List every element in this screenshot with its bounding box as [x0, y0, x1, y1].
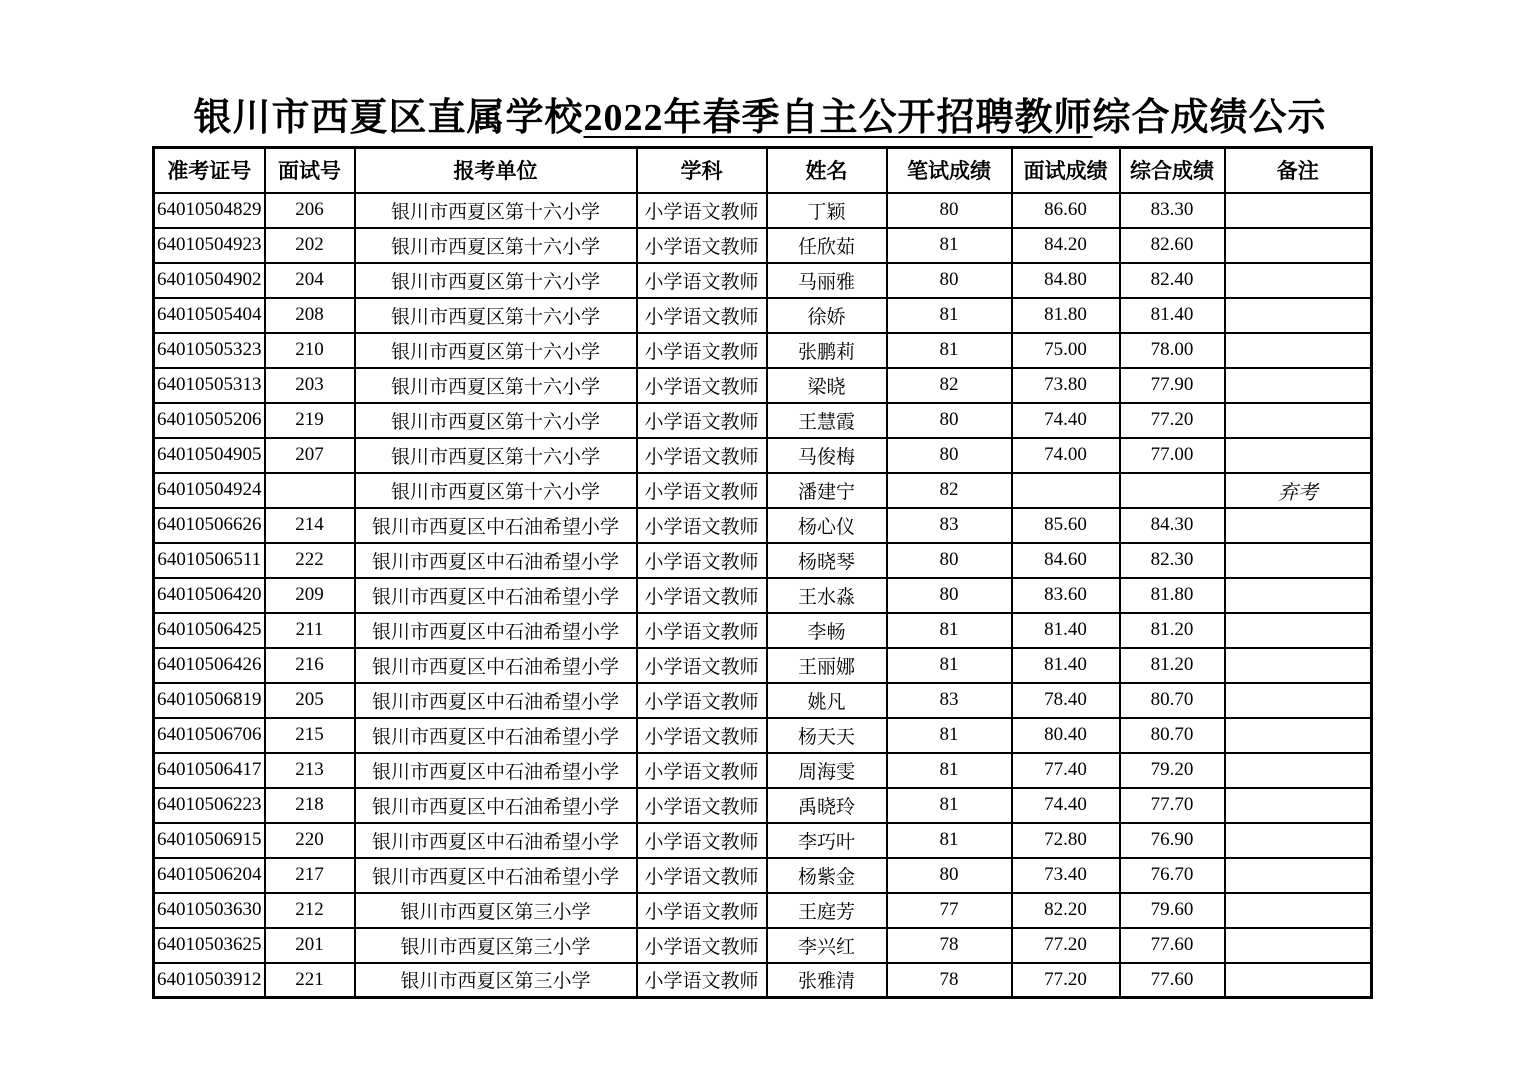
table-cell: 77.60 [1120, 963, 1225, 998]
table-header-row [154, 148, 1372, 193]
table-cell: 212 [265, 893, 355, 928]
table-cell: 小学语文教师 [637, 368, 767, 403]
table-row [154, 298, 1372, 333]
table-cell: 张雅清 [767, 963, 887, 998]
table-cell: 64010504902 [154, 263, 265, 298]
table-cell: 83 [887, 508, 1012, 543]
table-cell: 银川市西夏区中石油希望小学 [355, 613, 637, 648]
table-cell: 77.40 [1012, 753, 1120, 788]
table-row [154, 368, 1372, 403]
table-cell: 小学语文教师 [637, 228, 767, 263]
table-cell: 64010504923 [154, 228, 265, 263]
table-cell [1225, 543, 1372, 578]
table-cell: 74.40 [1012, 788, 1120, 823]
table-cell: 银川市西夏区第十六小学 [355, 368, 637, 403]
table-cell: 81.20 [1120, 648, 1225, 683]
table-cell: 王丽娜 [767, 648, 887, 683]
table-cell: 78 [887, 963, 1012, 998]
table-cell: 小学语文教师 [637, 543, 767, 578]
table-cell: 银川市西夏区第十六小学 [355, 228, 637, 263]
table-cell: 77.00 [1120, 438, 1225, 473]
table-cell: 张鹏莉 [767, 333, 887, 368]
table-cell: 208 [265, 298, 355, 333]
table-cell: 徐娇 [767, 298, 887, 333]
table-cell: 马俊梅 [767, 438, 887, 473]
table-cell: 李畅 [767, 613, 887, 648]
table-cell: 64010503625 [154, 928, 265, 963]
col-header-subject: 学科 [637, 148, 767, 193]
table-cell: 82.40 [1120, 263, 1225, 298]
table-cell: 小学语文教师 [637, 333, 767, 368]
table-cell: 76.90 [1120, 823, 1225, 858]
table-cell: 64010506417 [154, 753, 265, 788]
table-cell: 80 [887, 578, 1012, 613]
table-row [154, 753, 1372, 788]
table-cell: 银川市西夏区第三小学 [355, 928, 637, 963]
table-cell: 74.00 [1012, 438, 1120, 473]
table-cell [1225, 613, 1372, 648]
table-cell: 64010504829 [154, 193, 265, 228]
table-cell [1120, 473, 1225, 508]
table-cell: 80 [887, 403, 1012, 438]
table-cell: 80 [887, 263, 1012, 298]
table-cell: 76.70 [1120, 858, 1225, 893]
table-cell: 83.60 [1012, 578, 1120, 613]
table-cell: 77.20 [1120, 403, 1225, 438]
table-cell: 202 [265, 228, 355, 263]
table-cell: 银川市西夏区中石油希望小学 [355, 508, 637, 543]
table-cell [1225, 718, 1372, 753]
table-cell [1225, 963, 1372, 998]
table-cell: 80 [887, 193, 1012, 228]
table-cell: 81 [887, 648, 1012, 683]
table-row [154, 963, 1372, 998]
table-cell: 小学语文教师 [637, 823, 767, 858]
table-cell: 81 [887, 823, 1012, 858]
table-cell: 小学语文教师 [637, 718, 767, 753]
table-cell: 82.60 [1120, 228, 1225, 263]
scores-table [152, 146, 1373, 999]
table-cell: 73.40 [1012, 858, 1120, 893]
table-cell: 64010503630 [154, 893, 265, 928]
table-cell: 64010506511 [154, 543, 265, 578]
table-cell: 80 [887, 543, 1012, 578]
table-cell: 77.70 [1120, 788, 1225, 823]
table-cell [1225, 508, 1372, 543]
table-cell: 203 [265, 368, 355, 403]
table-cell: 83 [887, 683, 1012, 718]
table-row [154, 823, 1372, 858]
table-cell: 小学语文教师 [637, 893, 767, 928]
table-cell: 81 [887, 718, 1012, 753]
table-cell: 小学语文教师 [637, 508, 767, 543]
table-cell: 82.30 [1120, 543, 1225, 578]
table-cell: 小学语文教师 [637, 963, 767, 998]
table-cell [1225, 893, 1372, 928]
table-cell: 82.20 [1012, 893, 1120, 928]
table-cell: 银川市西夏区中石油希望小学 [355, 788, 637, 823]
table-cell: 禹晓玲 [767, 788, 887, 823]
table-cell: 杨晓琴 [767, 543, 887, 578]
table-cell [1225, 928, 1372, 963]
table-cell: 银川市西夏区第十六小学 [355, 263, 637, 298]
table-cell: 周海雯 [767, 753, 887, 788]
table-cell: 银川市西夏区中石油希望小学 [355, 648, 637, 683]
table-body [154, 193, 1372, 998]
table-cell: 小学语文教师 [637, 858, 767, 893]
table-cell: 64010505313 [154, 368, 265, 403]
table-cell: 小学语文教师 [637, 683, 767, 718]
table-cell: 81.40 [1012, 648, 1120, 683]
table-row [154, 193, 1372, 228]
table-cell: 80.70 [1120, 683, 1225, 718]
table-cell: 77 [887, 893, 1012, 928]
table-row [154, 648, 1372, 683]
table-cell: 小学语文教师 [637, 438, 767, 473]
table-cell: 213 [265, 753, 355, 788]
table-cell: 206 [265, 193, 355, 228]
table-cell: 李巧叶 [767, 823, 887, 858]
table-cell: 64010503912 [154, 963, 265, 998]
table-cell: 银川市西夏区中石油希望小学 [355, 578, 637, 613]
table-cell: 205 [265, 683, 355, 718]
table-cell: 81.80 [1120, 578, 1225, 613]
table-cell: 75.00 [1012, 333, 1120, 368]
table-cell: 64010505323 [154, 333, 265, 368]
table-cell: 小学语文教师 [637, 403, 767, 438]
table-cell: 80 [887, 858, 1012, 893]
table-cell: 银川市西夏区中石油希望小学 [355, 823, 637, 858]
table-cell: 81 [887, 788, 1012, 823]
table-cell: 杨天天 [767, 718, 887, 753]
table-cell [1225, 683, 1372, 718]
table-cell: 84.60 [1012, 543, 1120, 578]
page-title-prefix: 银川市西夏区直属学校 [193, 97, 584, 139]
col-header-unit: 报考单位 [355, 148, 637, 193]
page-title-suffix: 综合成绩公示 [1092, 97, 1327, 139]
table-row [154, 403, 1372, 438]
table-row [154, 543, 1372, 578]
table-cell: 80 [887, 438, 1012, 473]
table-cell: 64010504905 [154, 438, 265, 473]
table-cell [265, 473, 355, 508]
table-cell: 64010505206 [154, 403, 265, 438]
col-header-composite-score: 综合成绩 [1120, 148, 1225, 193]
table-cell: 梁晓 [767, 368, 887, 403]
col-header-remark: 备注 [1225, 148, 1372, 193]
table-cell: 79.20 [1120, 753, 1225, 788]
table-cell: 64010506204 [154, 858, 265, 893]
table-cell: 81 [887, 298, 1012, 333]
table-cell: 220 [265, 823, 355, 858]
table-cell [1225, 578, 1372, 613]
table-cell: 217 [265, 858, 355, 893]
table-cell [1225, 403, 1372, 438]
table-cell: 215 [265, 718, 355, 753]
table-cell [1225, 368, 1372, 403]
table-cell: 银川市西夏区第十六小学 [355, 298, 637, 333]
table-cell: 77.90 [1120, 368, 1225, 403]
table-cell: 78.00 [1120, 333, 1225, 368]
table-row [154, 928, 1372, 963]
table-cell: 80.70 [1120, 718, 1225, 753]
table-cell: 银川市西夏区第十六小学 [355, 333, 637, 368]
table-cell: 小学语文教师 [637, 578, 767, 613]
table-cell [1225, 858, 1372, 893]
table-cell: 小学语文教师 [637, 788, 767, 823]
table-cell: 64010504924 [154, 473, 265, 508]
table-cell: 李兴红 [767, 928, 887, 963]
table-row [154, 508, 1372, 543]
table-cell: 王庭芳 [767, 893, 887, 928]
table-cell: 小学语文教师 [637, 753, 767, 788]
table-cell: 79.60 [1120, 893, 1225, 928]
table-cell: 82 [887, 473, 1012, 508]
table-cell [1225, 823, 1372, 858]
table-cell: 74.40 [1012, 403, 1120, 438]
table-cell: 银川市西夏区中石油希望小学 [355, 718, 637, 753]
table-cell: 64010506420 [154, 578, 265, 613]
table-cell: 64010505404 [154, 298, 265, 333]
table-cell: 81 [887, 613, 1012, 648]
table-cell: 64010506425 [154, 613, 265, 648]
col-header-interview-score: 面试成绩 [1012, 148, 1120, 193]
table-cell: 82 [887, 368, 1012, 403]
col-header-name: 姓名 [767, 148, 887, 193]
table-cell: 64010506706 [154, 718, 265, 753]
table-cell: 209 [265, 578, 355, 613]
col-header-interview-no: 面试号 [265, 148, 355, 193]
table-cell: 小学语文教师 [637, 613, 767, 648]
table-cell: 64010506626 [154, 508, 265, 543]
table-cell: 小学语文教师 [637, 648, 767, 683]
table-cell: 216 [265, 648, 355, 683]
table-cell: 小学语文教师 [637, 928, 767, 963]
table-row [154, 578, 1372, 613]
table-row [154, 613, 1372, 648]
table-cell: 银川市西夏区中石油希望小学 [355, 858, 637, 893]
table-cell: 81.20 [1120, 613, 1225, 648]
table-header [154, 148, 1372, 193]
table-cell: 银川市西夏区第三小学 [355, 963, 637, 998]
table-row [154, 263, 1372, 298]
table-cell: 81.80 [1012, 298, 1120, 333]
table-cell: 221 [265, 963, 355, 998]
table-cell: 银川市西夏区第十六小学 [355, 473, 637, 508]
table-cell [1225, 438, 1372, 473]
table-cell: 64010506819 [154, 683, 265, 718]
table-cell: 86.60 [1012, 193, 1120, 228]
table-cell [1225, 333, 1372, 368]
table-cell: 王水淼 [767, 578, 887, 613]
table-cell: 小学语文教师 [637, 193, 767, 228]
table-cell: 201 [265, 928, 355, 963]
page-title-underlined: 2022年春季自主公开招聘教师 [583, 97, 1093, 139]
table-cell: 78.40 [1012, 683, 1120, 718]
table-cell: 77.20 [1012, 963, 1120, 998]
table-cell: 80.40 [1012, 718, 1120, 753]
table-cell: 81 [887, 333, 1012, 368]
table-row [154, 858, 1372, 893]
table-cell: 211 [265, 613, 355, 648]
table-cell [1225, 788, 1372, 823]
table-cell: 207 [265, 438, 355, 473]
table-cell: 81.40 [1120, 298, 1225, 333]
table-cell: 83.30 [1120, 193, 1225, 228]
table-cell: 杨紫金 [767, 858, 887, 893]
table-cell: 204 [265, 263, 355, 298]
table-row [154, 228, 1372, 263]
table-cell: 任欣茹 [767, 228, 887, 263]
table-cell: 81 [887, 753, 1012, 788]
table-cell: 64010506915 [154, 823, 265, 858]
table-cell: 小学语文教师 [637, 473, 767, 508]
table-cell: 小学语文教师 [637, 263, 767, 298]
table-cell: 210 [265, 333, 355, 368]
table-cell [1225, 753, 1372, 788]
table-cell: 72.80 [1012, 823, 1120, 858]
table-cell: 81 [887, 228, 1012, 263]
table-cell: 杨心仪 [767, 508, 887, 543]
table-cell: 84.80 [1012, 263, 1120, 298]
table-cell: 77.60 [1120, 928, 1225, 963]
table-row [154, 683, 1372, 718]
table-cell: 银川市西夏区中石油希望小学 [355, 753, 637, 788]
table-cell: 银川市西夏区第三小学 [355, 893, 637, 928]
table-row [154, 333, 1372, 368]
table-cell: 84.20 [1012, 228, 1120, 263]
table-cell: 丁颖 [767, 193, 887, 228]
table-cell: 84.30 [1120, 508, 1225, 543]
table-cell: 银川市西夏区中石油希望小学 [355, 683, 637, 718]
table-cell: 马丽雅 [767, 263, 887, 298]
table-cell [1225, 193, 1372, 228]
table-cell: 73.80 [1012, 368, 1120, 403]
table-row [154, 473, 1372, 508]
table-cell: 弃考 [1225, 473, 1372, 508]
table-row [154, 718, 1372, 753]
table-cell: 64010506223 [154, 788, 265, 823]
table-cell: 银川市西夏区第十六小学 [355, 403, 637, 438]
table-cell: 81.40 [1012, 613, 1120, 648]
table-row [154, 788, 1372, 823]
table-cell: 潘建宁 [767, 473, 887, 508]
table-cell [1225, 298, 1372, 333]
col-header-admission-no: 准考证号 [154, 148, 265, 193]
table-cell: 218 [265, 788, 355, 823]
table-cell: 77.20 [1012, 928, 1120, 963]
table-cell [1225, 648, 1372, 683]
table-cell [1225, 228, 1372, 263]
table-cell: 银川市西夏区第十六小学 [355, 438, 637, 473]
page-title [0, 86, 1520, 141]
table-cell: 王慧霞 [767, 403, 887, 438]
table-cell: 64010506426 [154, 648, 265, 683]
table-cell: 222 [265, 543, 355, 578]
table-cell: 姚凡 [767, 683, 887, 718]
table-cell: 214 [265, 508, 355, 543]
table-cell [1012, 473, 1120, 508]
table-cell: 小学语文教师 [637, 298, 767, 333]
table-cell: 85.60 [1012, 508, 1120, 543]
table-cell [1225, 263, 1372, 298]
table-cell: 219 [265, 403, 355, 438]
table-row [154, 438, 1372, 473]
table-cell: 银川市西夏区第十六小学 [355, 193, 637, 228]
table-row [154, 893, 1372, 928]
table-cell: 银川市西夏区中石油希望小学 [355, 543, 637, 578]
table-cell: 78 [887, 928, 1012, 963]
col-header-written-score: 笔试成绩 [887, 148, 1012, 193]
